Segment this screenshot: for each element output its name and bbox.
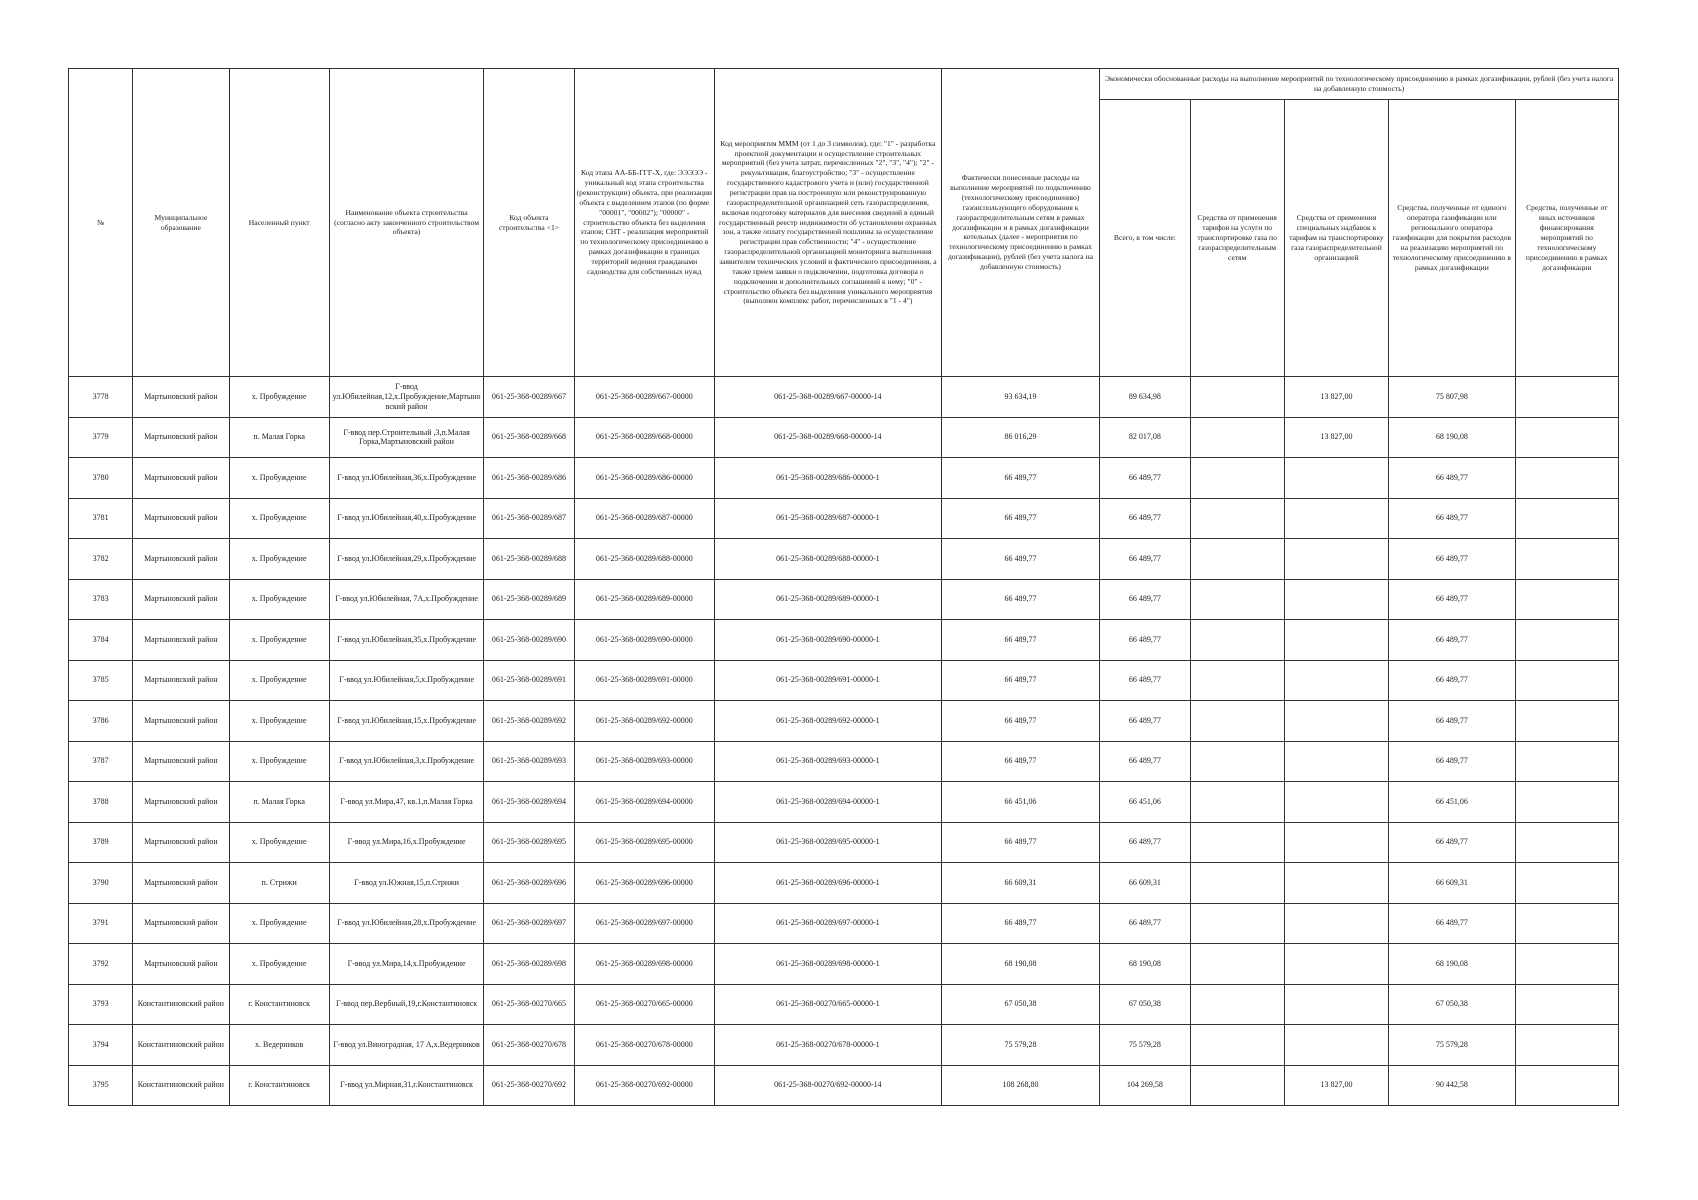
tariff-funds-cell xyxy=(1190,620,1284,661)
actual-costs-cell: 66 609,31 xyxy=(941,863,1100,904)
stage-code-cell: 061-25-368-00289/691-00000 xyxy=(574,660,714,701)
row-number-cell: 3783 xyxy=(69,579,133,620)
municipality-cell: Мартыновский район xyxy=(133,660,229,701)
tariff-funds-cell xyxy=(1190,458,1284,499)
table-row xyxy=(69,701,1619,742)
other-sources-cell xyxy=(1515,863,1618,904)
table-row xyxy=(69,782,1619,823)
table-row xyxy=(69,984,1619,1025)
table-row xyxy=(69,741,1619,782)
special-surcharge-cell xyxy=(1284,620,1388,661)
row-number-cell: 3787 xyxy=(69,741,133,782)
special-surcharge-cell xyxy=(1284,539,1388,580)
table-body xyxy=(69,377,1619,1106)
stage-code-cell: 061-25-368-00289/692-00000 xyxy=(574,701,714,742)
special-surcharge-cell xyxy=(1284,984,1388,1025)
event-code-cell: 061-25-368-00289/696-00000-1 xyxy=(715,863,942,904)
table-row xyxy=(69,944,1619,985)
stage-code-cell: 061-25-368-00289/696-00000 xyxy=(574,863,714,904)
actual-costs-cell: 86 016,29 xyxy=(941,417,1100,458)
other-sources-cell xyxy=(1515,1065,1618,1106)
other-sources-cell xyxy=(1515,660,1618,701)
row-number-cell: 3789 xyxy=(69,822,133,863)
object-name-cell: Г-ввод ул.Виноградная, 17 А,х.Ведерников xyxy=(329,1025,483,1066)
row-number-cell: 3782 xyxy=(69,539,133,580)
municipality-cell: Мартыновский район xyxy=(133,458,229,499)
municipality-cell: Мартыновский район xyxy=(133,822,229,863)
event-code-cell: 061-25-368-00270/678-00000-1 xyxy=(715,1025,942,1066)
row-number-cell: 3779 xyxy=(69,417,133,458)
event-code-cell: 061-25-368-00289/687-00000-1 xyxy=(715,498,942,539)
settlement-cell: х. Пробуждение xyxy=(229,620,329,661)
settlement-cell: х. Пробуждение xyxy=(229,944,329,985)
object-code-cell: 061-25-368-00289/691 xyxy=(484,660,574,701)
table-row xyxy=(69,620,1619,661)
special-surcharge-cell xyxy=(1284,782,1388,823)
object-code-cell: 061-25-368-00270/665 xyxy=(484,984,574,1025)
stage-code-cell: 061-25-368-00289/687-00000 xyxy=(574,498,714,539)
stage-code-cell: 061-25-368-00270/678-00000 xyxy=(574,1025,714,1066)
object-name-cell: Г-ввод ул.Юбилейная,29,х.Пробуждение xyxy=(329,539,483,580)
municipality-cell: Мартыновский район xyxy=(133,498,229,539)
table-row xyxy=(69,579,1619,620)
tariff-funds-cell xyxy=(1190,984,1284,1025)
event-code-cell: 061-25-368-00289/686-00000-1 xyxy=(715,458,942,499)
actual-costs-cell: 66 489,77 xyxy=(941,458,1100,499)
object-name-cell: Г-ввод ул.Юбилейная,5,х.Пробуждение xyxy=(329,660,483,701)
tariff-funds-cell xyxy=(1190,822,1284,863)
total-cell: 67 050,38 xyxy=(1100,984,1190,1025)
object-code-cell: 061-25-368-00289/694 xyxy=(484,782,574,823)
object-code-cell: 061-25-368-00289/687 xyxy=(484,498,574,539)
header-stage-code: Код этапа АА-ББ-ГГГ-Х, где: ЭЭЭЭЭ - уникальный код этапа строительства (реконструкции) объекта, при реализации объекта с выделением этапов (по форме "00001", "00002"); "00000" - строительство объекта без выделения этапов; СНТ - реализация мероприятий по технологическому присоединению в рамках догазификации в границах территорий ведения гражданами садоводства для собственных нужд xyxy=(574,69,714,377)
object-code-cell: 061-25-368-00289/692 xyxy=(484,701,574,742)
actual-costs-cell: 66 489,77 xyxy=(941,660,1100,701)
operator-funds-cell: 67 050,38 xyxy=(1389,984,1515,1025)
settlement-cell: х. Пробуждение xyxy=(229,701,329,742)
special-surcharge-cell xyxy=(1284,863,1388,904)
special-surcharge-cell xyxy=(1284,579,1388,620)
other-sources-cell xyxy=(1515,903,1618,944)
actual-costs-cell: 66 489,77 xyxy=(941,822,1100,863)
other-sources-cell xyxy=(1515,944,1618,985)
municipality-cell: Константиновский район xyxy=(133,1065,229,1106)
total-cell: 66 489,77 xyxy=(1100,822,1190,863)
header-operator-funds: Средства, полученные от единого оператора газификации или регионального оператора газификации для покрытия расходов на реализацию мероприятий по технологическому присоединению в рамках догазификации xyxy=(1389,100,1515,377)
table-row xyxy=(69,417,1619,458)
total-cell: 75 579,28 xyxy=(1100,1025,1190,1066)
operator-funds-cell: 75 807,98 xyxy=(1389,377,1515,418)
special-surcharge-cell xyxy=(1284,660,1388,701)
total-cell: 89 634,98 xyxy=(1100,377,1190,418)
header-number: № xyxy=(69,69,133,377)
special-surcharge-cell xyxy=(1284,701,1388,742)
settlement-cell: х. Пробуждение xyxy=(229,377,329,418)
object-code-cell: 061-25-368-00289/667 xyxy=(484,377,574,418)
event-code-cell: 061-25-368-00289/693-00000-1 xyxy=(715,741,942,782)
object-code-cell: 061-25-368-00289/693 xyxy=(484,741,574,782)
special-surcharge-cell: 13 827,00 xyxy=(1284,1065,1388,1106)
event-code-cell: 061-25-368-00270/692-00000-14 xyxy=(715,1065,942,1106)
actual-costs-cell: 66 489,77 xyxy=(941,701,1100,742)
other-sources-cell xyxy=(1515,539,1618,580)
total-cell: 66 489,77 xyxy=(1100,579,1190,620)
other-sources-cell xyxy=(1515,984,1618,1025)
municipality-cell: Мартыновский район xyxy=(133,620,229,661)
header-object-name: Наименование объекта строительства (согласно акту законченного строительством объекта) xyxy=(329,69,483,377)
object-code-cell: 061-25-368-00289/695 xyxy=(484,822,574,863)
tariff-funds-cell xyxy=(1190,579,1284,620)
municipality-cell: Мартыновский район xyxy=(133,863,229,904)
municipality-cell: Мартыновский район xyxy=(133,944,229,985)
table-row xyxy=(69,660,1619,701)
object-name-cell: Г-ввод ул.Юбилейная,3,х.Пробуждение xyxy=(329,741,483,782)
municipality-cell: Мартыновский район xyxy=(133,579,229,620)
operator-funds-cell: 75 579,28 xyxy=(1389,1025,1515,1066)
row-number-cell: 3784 xyxy=(69,620,133,661)
object-code-cell: 061-25-368-00289/668 xyxy=(484,417,574,458)
object-code-cell: 061-25-368-00289/696 xyxy=(484,863,574,904)
actual-costs-cell: 66 489,77 xyxy=(941,498,1100,539)
actual-costs-cell: 68 190,08 xyxy=(941,944,1100,985)
table-row xyxy=(69,1065,1619,1106)
event-code-cell: 061-25-368-00289/690-00000-1 xyxy=(715,620,942,661)
other-sources-cell xyxy=(1515,741,1618,782)
row-number-cell: 3791 xyxy=(69,903,133,944)
object-code-cell: 061-25-368-00289/690 xyxy=(484,620,574,661)
actual-costs-cell: 66 489,77 xyxy=(941,539,1100,580)
other-sources-cell xyxy=(1515,822,1618,863)
operator-funds-cell: 66 489,77 xyxy=(1389,458,1515,499)
header-object-code: Код объекта строительства <1> xyxy=(484,69,574,377)
table-row xyxy=(69,539,1619,580)
stage-code-cell: 061-25-368-00289/668-00000 xyxy=(574,417,714,458)
event-code-cell: 061-25-368-00289/698-00000-1 xyxy=(715,944,942,985)
total-cell: 66 489,77 xyxy=(1100,620,1190,661)
object-name-cell: Г-ввод ул.Мира,14,х.Пробуждение xyxy=(329,944,483,985)
stage-code-cell: 061-25-368-00289/689-00000 xyxy=(574,579,714,620)
row-number-cell: 3794 xyxy=(69,1025,133,1066)
special-surcharge-cell xyxy=(1284,1025,1388,1066)
stage-code-cell: 061-25-368-00270/665-00000 xyxy=(574,984,714,1025)
header-event-code: Код мероприятия МММ (от 1 до 3 символов), где: "1" - разработка проектной документации и осуществление строительных мероприятий (без учета затрат, перечисленных "2", "3", "4"); "2" - рекультивация, благоустройство; "3" - осуществление государственного кадастрового учета и (или) государственной регистрации прав на построенную или реконструированную газораспределительной организацией сеть газораспределения, включая подготовку материалов для внесения сведений в единый государственный реестр недвижимости об установлении охранных зон, а также оплату государственной пошлины за осуществление регистрации прав собственности; "4" - осуществление газораспределительной организацией мониторинга выполнения заявителем технических условий и фактического присоединения, а также прием заявки о подключении, подготовка договора о подключении и дополнительных соглашений к нему; "0" - строительство объекта без выделения уникального мероприятия (выполнен комплекс работ, перечисленных в "1 - 4") xyxy=(715,69,942,377)
object-name-cell: Г-ввод ул.Мирная,31,г.Константиновск xyxy=(329,1065,483,1106)
object-name-cell: Г-ввод ул.Юбилейная,35,х.Пробуждение xyxy=(329,620,483,661)
total-cell: 104 269,58 xyxy=(1100,1065,1190,1106)
settlement-cell: х. Пробуждение xyxy=(229,539,329,580)
operator-funds-cell: 66 489,77 xyxy=(1389,822,1515,863)
row-number-cell: 3780 xyxy=(69,458,133,499)
total-cell: 66 451,06 xyxy=(1100,782,1190,823)
event-code-cell: 061-25-368-00289/689-00000-1 xyxy=(715,579,942,620)
other-sources-cell xyxy=(1515,417,1618,458)
stage-code-cell: 061-25-368-00270/692-00000 xyxy=(574,1065,714,1106)
actual-costs-cell: 67 050,38 xyxy=(941,984,1100,1025)
object-name-cell: Г-ввод ул.Юбилейная, 7А,х.Пробуждение xyxy=(329,579,483,620)
event-code-cell: 061-25-368-00289/691-00000-1 xyxy=(715,660,942,701)
header-other-sources-funds: Средства, полученные от иных источников финансирования мероприятий по технологическому присоединению в рамках догазификации xyxy=(1515,100,1618,377)
other-sources-cell xyxy=(1515,458,1618,499)
total-cell: 66 489,77 xyxy=(1100,660,1190,701)
municipality-cell: Мартыновский район xyxy=(133,701,229,742)
row-number-cell: 3795 xyxy=(69,1065,133,1106)
tariff-funds-cell xyxy=(1190,741,1284,782)
actual-costs-cell: 66 489,77 xyxy=(941,741,1100,782)
object-code-cell: 061-25-368-00289/697 xyxy=(484,903,574,944)
settlement-cell: х. Пробуждение xyxy=(229,579,329,620)
settlement-cell: х. Пробуждение xyxy=(229,822,329,863)
other-sources-cell xyxy=(1515,377,1618,418)
table-row xyxy=(69,1025,1619,1066)
tariff-funds-cell xyxy=(1190,701,1284,742)
total-cell: 66 489,77 xyxy=(1100,539,1190,580)
operator-funds-cell: 66 489,77 xyxy=(1389,701,1515,742)
event-code-cell: 061-25-368-00289/694-00000-1 xyxy=(715,782,942,823)
header-actual-costs: Фактически понесенные расходы на выполнение мероприятий по подключению (технологическому присоединению) газоиспользующего оборудования к газораспределительным сетям в рамках догазификации и в рамках догазификации котельных (далее - мероприятия по технологическому присоединению в рамках догазификации), рублей (без учета налога на добавленную стоимость) xyxy=(941,69,1100,377)
tariff-funds-cell xyxy=(1190,660,1284,701)
header-total: Всего, в том числе: xyxy=(1100,100,1190,377)
header-special-surcharge-funds: Средства от применения специальных надбавок к тарифам на транспортировку газа газораспределительной организацией xyxy=(1284,100,1388,377)
actual-costs-cell: 75 579,28 xyxy=(941,1025,1100,1066)
total-cell: 82 017,08 xyxy=(1100,417,1190,458)
operator-funds-cell: 66 489,77 xyxy=(1389,498,1515,539)
municipality-cell: Мартыновский район xyxy=(133,377,229,418)
event-code-cell: 061-25-368-00289/688-00000-1 xyxy=(715,539,942,580)
event-code-cell: 061-25-368-00289/692-00000-1 xyxy=(715,701,942,742)
municipality-cell: Мартыновский район xyxy=(133,782,229,823)
object-name-cell: Г-ввод ул.Мира,16,х.Пробуждение xyxy=(329,822,483,863)
stage-code-cell: 061-25-368-00289/695-00000 xyxy=(574,822,714,863)
table-row xyxy=(69,498,1619,539)
stage-code-cell: 061-25-368-00289/698-00000 xyxy=(574,944,714,985)
municipality-cell: Константиновский район xyxy=(133,984,229,1025)
municipality-cell: Мартыновский район xyxy=(133,417,229,458)
operator-funds-cell: 66 451,06 xyxy=(1389,782,1515,823)
municipality-cell: Мартыновский район xyxy=(133,539,229,580)
event-code-cell: 061-25-368-00289/667-00000-14 xyxy=(715,377,942,418)
table-row xyxy=(69,903,1619,944)
tariff-funds-cell xyxy=(1190,1065,1284,1106)
tariff-funds-cell xyxy=(1190,498,1284,539)
actual-costs-cell: 66 451,06 xyxy=(941,782,1100,823)
special-surcharge-cell xyxy=(1284,458,1388,499)
operator-funds-cell: 90 442,58 xyxy=(1389,1065,1515,1106)
event-code-cell: 061-25-368-00289/695-00000-1 xyxy=(715,822,942,863)
settlement-cell: х. Пробуждение xyxy=(229,741,329,782)
operator-funds-cell: 66 609,31 xyxy=(1389,863,1515,904)
object-name-cell: Г-ввод пер.Вербный,19,г.Константиновск xyxy=(329,984,483,1025)
other-sources-cell xyxy=(1515,620,1618,661)
settlement-cell: х. Пробуждение xyxy=(229,458,329,499)
row-number-cell: 3788 xyxy=(69,782,133,823)
table-row xyxy=(69,863,1619,904)
object-name-cell: Г-ввод пер.Строительный ,3,п.Малая Горка,Мартыновский район xyxy=(329,417,483,458)
object-name-cell: Г-ввод ул.Юбилейная,40,х.Пробуждение xyxy=(329,498,483,539)
object-code-cell: 061-25-368-00289/686 xyxy=(484,458,574,499)
header-municipality: Муниципальное образование xyxy=(133,69,229,377)
object-name-cell: Г-ввод ул.Мира,47, кв.1,п.Малая Горка xyxy=(329,782,483,823)
total-cell: 66 489,77 xyxy=(1100,701,1190,742)
operator-funds-cell: 66 489,77 xyxy=(1389,620,1515,661)
other-sources-cell xyxy=(1515,579,1618,620)
operator-funds-cell: 66 489,77 xyxy=(1389,660,1515,701)
actual-costs-cell: 66 489,77 xyxy=(941,620,1100,661)
total-cell: 66 609,31 xyxy=(1100,863,1190,904)
operator-funds-cell: 66 489,77 xyxy=(1389,539,1515,580)
header-settlement: Населенный пункт xyxy=(229,69,329,377)
tariff-funds-cell xyxy=(1190,944,1284,985)
operator-funds-cell: 68 190,08 xyxy=(1389,417,1515,458)
settlement-cell: п. Малая Горка xyxy=(229,782,329,823)
total-cell: 66 489,77 xyxy=(1100,741,1190,782)
object-name-cell: Г-ввод ул.Юбилейная,12,х.Пробуждение,Мартыновский район xyxy=(329,377,483,418)
table-row xyxy=(69,458,1619,499)
operator-funds-cell: 66 489,77 xyxy=(1389,579,1515,620)
operator-funds-cell: 66 489,77 xyxy=(1389,741,1515,782)
object-name-cell: Г-ввод ул.Южная,15,п.Стрижи xyxy=(329,863,483,904)
stage-code-cell: 061-25-368-00289/686-00000 xyxy=(574,458,714,499)
special-surcharge-cell xyxy=(1284,903,1388,944)
table-row xyxy=(69,822,1619,863)
table-row xyxy=(69,377,1619,418)
stage-code-cell: 061-25-368-00289/697-00000 xyxy=(574,903,714,944)
stage-code-cell: 061-25-368-00289/688-00000 xyxy=(574,539,714,580)
special-surcharge-cell xyxy=(1284,741,1388,782)
tariff-funds-cell xyxy=(1190,539,1284,580)
special-surcharge-cell: 13 827,00 xyxy=(1284,377,1388,418)
row-number-cell: 3793 xyxy=(69,984,133,1025)
row-number-cell: 3786 xyxy=(69,701,133,742)
object-code-cell: 061-25-368-00289/688 xyxy=(484,539,574,580)
special-surcharge-cell xyxy=(1284,822,1388,863)
tariff-funds-cell xyxy=(1190,377,1284,418)
object-name-cell: Г-ввод ул.Юбилейная,15,х.Пробуждение xyxy=(329,701,483,742)
object-name-cell: Г-ввод ул.Юбилейная,28,х.Пробуждение xyxy=(329,903,483,944)
event-code-cell: 061-25-368-00289/697-00000-1 xyxy=(715,903,942,944)
gasification-costs-table xyxy=(68,68,1619,1106)
settlement-cell: х. Пробуждение xyxy=(229,903,329,944)
object-code-cell: 061-25-368-00270/692 xyxy=(484,1065,574,1106)
special-surcharge-cell xyxy=(1284,498,1388,539)
row-number-cell: 3792 xyxy=(69,944,133,985)
total-cell: 66 489,77 xyxy=(1100,498,1190,539)
tariff-funds-cell xyxy=(1190,1025,1284,1066)
other-sources-cell xyxy=(1515,782,1618,823)
actual-costs-cell: 66 489,77 xyxy=(941,579,1100,620)
other-sources-cell xyxy=(1515,1025,1618,1066)
operator-funds-cell: 68 190,08 xyxy=(1389,944,1515,985)
event-code-cell: 061-25-368-00289/668-00000-14 xyxy=(715,417,942,458)
other-sources-cell xyxy=(1515,498,1618,539)
table-header xyxy=(69,69,1619,377)
object-code-cell: 061-25-368-00289/698 xyxy=(484,944,574,985)
settlement-cell: х. Ведерников xyxy=(229,1025,329,1066)
actual-costs-cell: 66 489,77 xyxy=(941,903,1100,944)
stage-code-cell: 061-25-368-00289/667-00000 xyxy=(574,377,714,418)
row-number-cell: 3785 xyxy=(69,660,133,701)
header-economic-costs-group: Экономически обоснованные расходы на выполнение мероприятий по технологическому присоединению в рамках догазификации, рублей (без учета налога на добавленную стоимость) xyxy=(1100,69,1619,100)
tariff-funds-cell xyxy=(1190,903,1284,944)
document-page xyxy=(68,68,1619,1106)
municipality-cell: Мартыновский район xyxy=(133,903,229,944)
settlement-cell: г. Константиновск xyxy=(229,1065,329,1106)
other-sources-cell xyxy=(1515,701,1618,742)
event-code-cell: 061-25-368-00270/665-00000-1 xyxy=(715,984,942,1025)
settlement-cell: п. Стрижи xyxy=(229,863,329,904)
settlement-cell: п. Малая Горка xyxy=(229,417,329,458)
object-name-cell: Г-ввод ул.Юбилейная,36,х.Пробуждение xyxy=(329,458,483,499)
object-code-cell: 061-25-368-00270/678 xyxy=(484,1025,574,1066)
operator-funds-cell: 66 489,77 xyxy=(1389,903,1515,944)
tariff-funds-cell xyxy=(1190,782,1284,823)
stage-code-cell: 061-25-368-00289/694-00000 xyxy=(574,782,714,823)
header-tariff-funds: Средства от применения тарифов на услуги по транспортировке газа по газораспределительным сетям xyxy=(1190,100,1284,377)
actual-costs-cell: 108 268,80 xyxy=(941,1065,1100,1106)
municipality-cell: Константиновский район xyxy=(133,1025,229,1066)
settlement-cell: х. Пробуждение xyxy=(229,498,329,539)
row-number-cell: 3781 xyxy=(69,498,133,539)
actual-costs-cell: 93 634,19 xyxy=(941,377,1100,418)
stage-code-cell: 061-25-368-00289/693-00000 xyxy=(574,741,714,782)
tariff-funds-cell xyxy=(1190,863,1284,904)
row-number-cell: 3778 xyxy=(69,377,133,418)
row-number-cell: 3790 xyxy=(69,863,133,904)
total-cell: 66 489,77 xyxy=(1100,458,1190,499)
special-surcharge-cell: 13 827,00 xyxy=(1284,417,1388,458)
object-code-cell: 061-25-368-00289/689 xyxy=(484,579,574,620)
special-surcharge-cell xyxy=(1284,944,1388,985)
municipality-cell: Мартыновский район xyxy=(133,741,229,782)
total-cell: 66 489,77 xyxy=(1100,903,1190,944)
settlement-cell: х. Пробуждение xyxy=(229,660,329,701)
stage-code-cell: 061-25-368-00289/690-00000 xyxy=(574,620,714,661)
total-cell: 68 190,08 xyxy=(1100,944,1190,985)
settlement-cell: г. Константиновск xyxy=(229,984,329,1025)
tariff-funds-cell xyxy=(1190,417,1284,458)
